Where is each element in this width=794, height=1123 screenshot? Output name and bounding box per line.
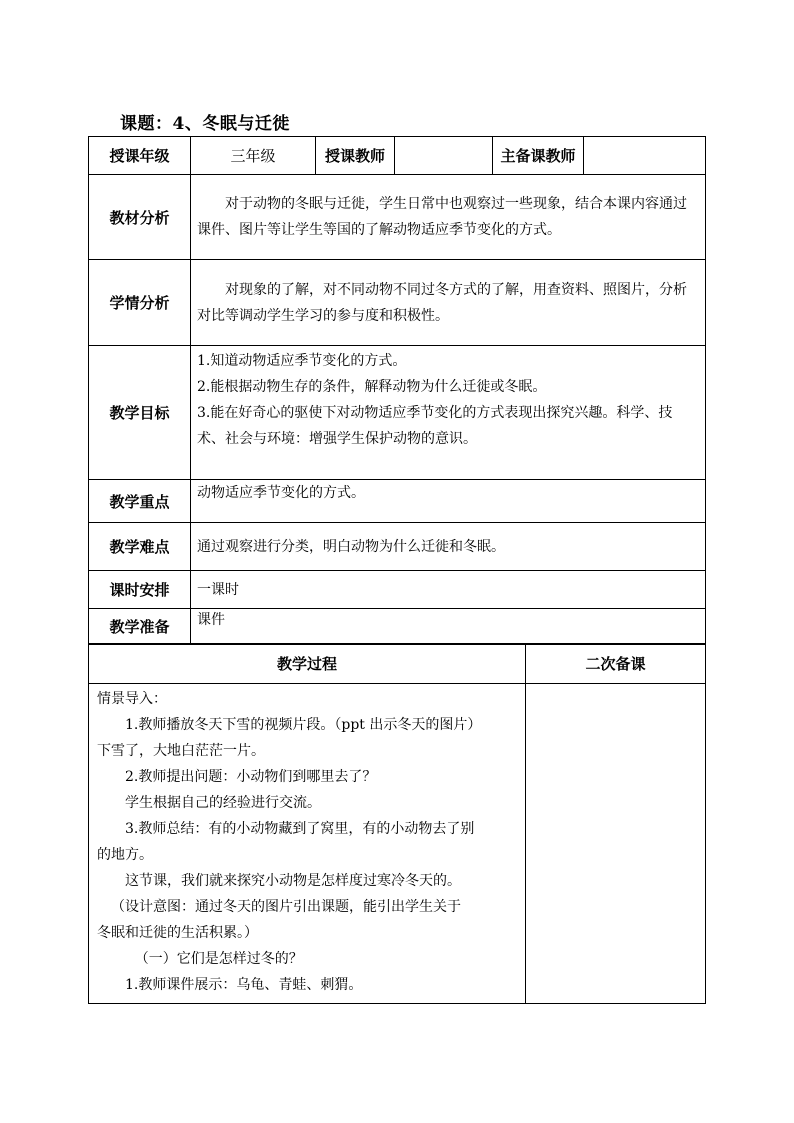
- process-line: 1.教师课件展示：乌龟、青蛙、刺猬。: [125, 977, 363, 993]
- main-teacher-label: 主备课教师: [493, 137, 584, 175]
- table-row: [89, 346, 706, 480]
- process-line: 冬眠和迁徙的生活积累。）: [97, 925, 258, 941]
- row-label-students: 学情分析: [89, 260, 191, 346]
- row-label-key-points: 教学重点: [89, 480, 191, 523]
- lesson-info-table: [88, 136, 706, 645]
- grade-value: 三年级: [191, 137, 316, 175]
- process-header-row: [89, 644, 706, 684]
- grade-label: 授课年级: [89, 137, 191, 175]
- row-text-difficulties: 通过观察进行分类，明白动物为什么迁徙和冬眠。: [191, 523, 706, 571]
- goal-item: 3.能在好奇心的驱使下对动物适应季节变化的方式表现出探究兴趣。科学、技术、社会与环境：增强学生保护动物的意识。: [197, 405, 673, 447]
- process-content: [89, 684, 526, 1004]
- process-table: [88, 643, 706, 1004]
- row-label-difficulties: 教学难点: [89, 523, 191, 571]
- process-line: 学生根据自己的经验进行交流。: [125, 795, 321, 811]
- row-text-preparation: 课件: [191, 609, 706, 645]
- process-line: 3.教师总结：有的小动物藏到了窝里，有的小动物去了别: [125, 821, 475, 837]
- row-text-key-points: 动物适应季节变化的方式。: [191, 480, 706, 523]
- table-row: [89, 523, 706, 571]
- second-prep-notes: [526, 684, 706, 1004]
- row-label-textbook: 教材分析: [89, 175, 191, 260]
- process-line: （设计意图：通过冬天的图片引出课题，能引出学生关于: [111, 899, 461, 915]
- process-body-row: [89, 684, 706, 1004]
- table-row: [89, 260, 706, 346]
- teacher-label: 授课教师: [316, 137, 395, 175]
- row-label-preparation: 教学准备: [89, 609, 191, 645]
- process-line: 1.教师播放冬天下雪的视频片段。（ppt 出示冬天的图片）: [125, 717, 482, 733]
- table-row: [89, 175, 706, 260]
- process-line: （一）它们是怎样过冬的？: [134, 951, 303, 967]
- process-header: 教学过程: [89, 644, 526, 684]
- row-text-students: 对现象的了解，对不同动物不同过冬方式的了解，用查资料、照图片，分析对比等调动学生学习的参与度和积极性。: [191, 260, 706, 346]
- table-row: [89, 571, 706, 609]
- row-goals-list: [191, 346, 706, 480]
- teacher-value: [395, 137, 493, 175]
- table-row: [89, 480, 706, 523]
- process-line: 的地方。: [97, 847, 153, 863]
- process-line: 情景导入：: [97, 691, 167, 707]
- page-title: 课题：4、冬眠与迁徙: [120, 114, 290, 134]
- table-row: [89, 609, 706, 645]
- row-label-goals: 教学目标: [89, 346, 191, 480]
- process-line: 这节课，我们就来探究小动物是怎样度过寒冷冬天的。: [125, 873, 461, 889]
- row-text-schedule: 一课时: [191, 571, 706, 609]
- second-prep-header: 二次备课: [526, 644, 706, 684]
- row-text-textbook: 对于动物的冬眠与迁徙，学生日常中也观察过一些现象，结合本课内容通过课件、图片等让学生等国的了解动物适应季节变化的方式。: [191, 175, 706, 260]
- row-label-schedule: 课时安排: [89, 571, 191, 609]
- goal-item: 2.能根据动物生存的条件，解释动物为什么迁徙或冬眠。: [197, 379, 547, 395]
- header-row: [89, 137, 706, 175]
- main-teacher-value: [584, 137, 706, 175]
- goal-item: 1.知道动物适应季节变化的方式。: [197, 353, 407, 369]
- process-line: 2.教师提出问题：小动物们到哪里去了？: [125, 769, 377, 785]
- process-line: 下雪了，大地白茫茫一片。: [97, 743, 265, 759]
